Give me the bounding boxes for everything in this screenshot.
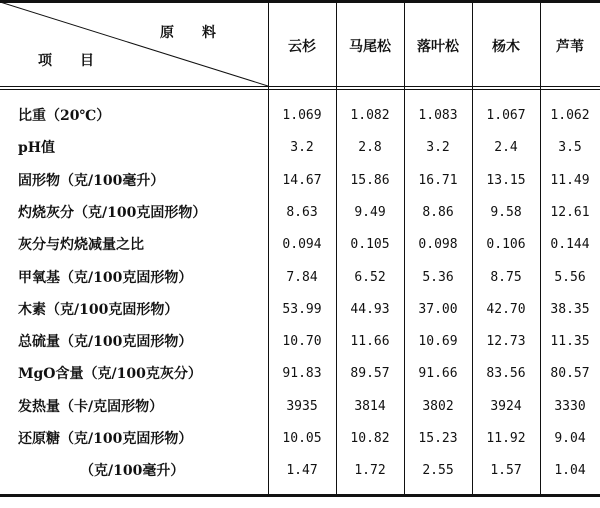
table-row bbox=[0, 423, 600, 455]
table-cell: 1.47 bbox=[286, 463, 318, 479]
table-row bbox=[0, 326, 600, 358]
table-cell: 91.66 bbox=[418, 366, 458, 382]
table-cell: 2.55 bbox=[422, 463, 454, 479]
row-label: 甲氧基（克/100克固形物） bbox=[18, 269, 193, 286]
table-cell: 9.49 bbox=[354, 204, 386, 220]
table-cell: 1.72 bbox=[354, 463, 386, 479]
row-label: 固形物（克/100毫升） bbox=[18, 172, 165, 189]
table-row bbox=[0, 229, 600, 261]
table-cell: 83.56 bbox=[486, 366, 526, 382]
table-cell: 0.144 bbox=[550, 237, 590, 253]
header-bottom-rule-2 bbox=[0, 89, 600, 90]
header-diagonal-line bbox=[0, 0, 268, 88]
table-cell: 3814 bbox=[354, 398, 386, 414]
table-cell: 7.84 bbox=[286, 269, 318, 285]
table-cell: 80.57 bbox=[550, 366, 590, 382]
table-cell: 15.23 bbox=[418, 431, 458, 446]
table-bottom-rule bbox=[0, 494, 600, 497]
table-cell: 89.57 bbox=[350, 366, 390, 382]
table-row bbox=[0, 197, 600, 229]
row-label: 发热量（卡/克固形物） bbox=[18, 398, 164, 415]
table-cell: 0.094 bbox=[282, 237, 322, 253]
table-cell: 9.58 bbox=[490, 204, 522, 220]
corner-header-item: 项 目 bbox=[38, 53, 94, 69]
row-label: pH值 bbox=[18, 140, 56, 157]
table-cell: 44.93 bbox=[350, 301, 390, 317]
table-row bbox=[0, 391, 600, 423]
table-cell: 8.86 bbox=[422, 204, 454, 220]
table-row bbox=[0, 262, 600, 294]
table-cell: 0.105 bbox=[350, 237, 390, 253]
row-label: MgO含量（克/100克灰分） bbox=[18, 366, 202, 383]
table-cell: 0.098 bbox=[418, 237, 458, 253]
table-cell: 1.067 bbox=[486, 108, 526, 123]
table-cell: 15.86 bbox=[350, 172, 390, 188]
table-cell: 9.04 bbox=[554, 431, 586, 446]
table-cell: 11.35 bbox=[550, 334, 590, 350]
table-row bbox=[0, 358, 600, 390]
row-label: 木素（克/100克固形物） bbox=[18, 301, 179, 318]
table-cell: 11.92 bbox=[486, 431, 526, 446]
table-cell: 91.83 bbox=[282, 366, 322, 382]
table-cell: 10.82 bbox=[350, 431, 390, 446]
table-cell: 37.00 bbox=[418, 301, 458, 317]
table-row bbox=[0, 294, 600, 326]
table-cell: 3.5 bbox=[558, 140, 582, 156]
table-cell: 8.75 bbox=[490, 269, 522, 285]
table-cell: 3802 bbox=[422, 398, 454, 414]
table-cell: 2.4 bbox=[494, 140, 518, 156]
table-cell: 42.70 bbox=[486, 301, 526, 317]
table-cell: 12.73 bbox=[486, 334, 526, 350]
column-header: 杨木 bbox=[492, 39, 520, 55]
table-cell: 10.70 bbox=[282, 334, 322, 350]
table-cell: 1.082 bbox=[350, 108, 390, 123]
table-cell: 1.069 bbox=[282, 108, 322, 123]
row-label: 比重（20℃） bbox=[18, 108, 111, 124]
table-cell: 3330 bbox=[554, 398, 586, 414]
row-label: （克/100毫升） bbox=[80, 463, 185, 480]
table-cell: 6.52 bbox=[354, 269, 386, 285]
table-cell: 5.36 bbox=[422, 269, 454, 285]
table-cell: 13.15 bbox=[486, 172, 526, 188]
table-cell: 10.69 bbox=[418, 334, 458, 350]
table-cell: 10.05 bbox=[282, 431, 322, 446]
table-cell: 16.71 bbox=[418, 172, 458, 188]
table-cell: 0.106 bbox=[486, 237, 526, 253]
corner-header-material: 原 料 bbox=[160, 25, 216, 41]
table-cell: 12.61 bbox=[550, 204, 590, 220]
row-label: 灰分与灼烧减量之比 bbox=[18, 237, 144, 254]
column-header: 云杉 bbox=[288, 39, 316, 55]
row-label: 灼烧灰分（克/100克固形物） bbox=[18, 204, 207, 221]
table-cell: 1.083 bbox=[418, 108, 458, 123]
table-cell: 3.2 bbox=[426, 140, 450, 156]
row-label: 总硫量（克/100克固形物） bbox=[18, 334, 193, 351]
row-label: 还原糖（克/100克固形物） bbox=[18, 431, 193, 447]
table-cell: 11.49 bbox=[550, 172, 590, 188]
table-row bbox=[0, 100, 600, 132]
table-cell: 3.2 bbox=[290, 140, 314, 156]
table-cell: 11.66 bbox=[350, 334, 390, 350]
table-cell: 1.062 bbox=[550, 108, 590, 123]
table-cell: 1.57 bbox=[490, 463, 522, 479]
table-cell: 8.63 bbox=[286, 204, 318, 220]
table-row bbox=[0, 455, 600, 487]
table-cell: 1.04 bbox=[554, 463, 586, 479]
table-cell: 14.67 bbox=[282, 172, 322, 188]
table-cell: 38.35 bbox=[550, 301, 590, 317]
column-header: 落叶松 bbox=[417, 39, 459, 55]
table-cell: 53.99 bbox=[282, 301, 322, 317]
table-row bbox=[0, 165, 600, 197]
table-cell: 3935 bbox=[286, 398, 318, 414]
table-cell: 5.56 bbox=[554, 269, 586, 285]
table-cell: 2.8 bbox=[358, 140, 382, 156]
table-row bbox=[0, 132, 600, 164]
column-header: 芦苇 bbox=[556, 39, 584, 55]
column-header: 马尾松 bbox=[349, 39, 391, 55]
table-cell: 3924 bbox=[490, 398, 522, 414]
